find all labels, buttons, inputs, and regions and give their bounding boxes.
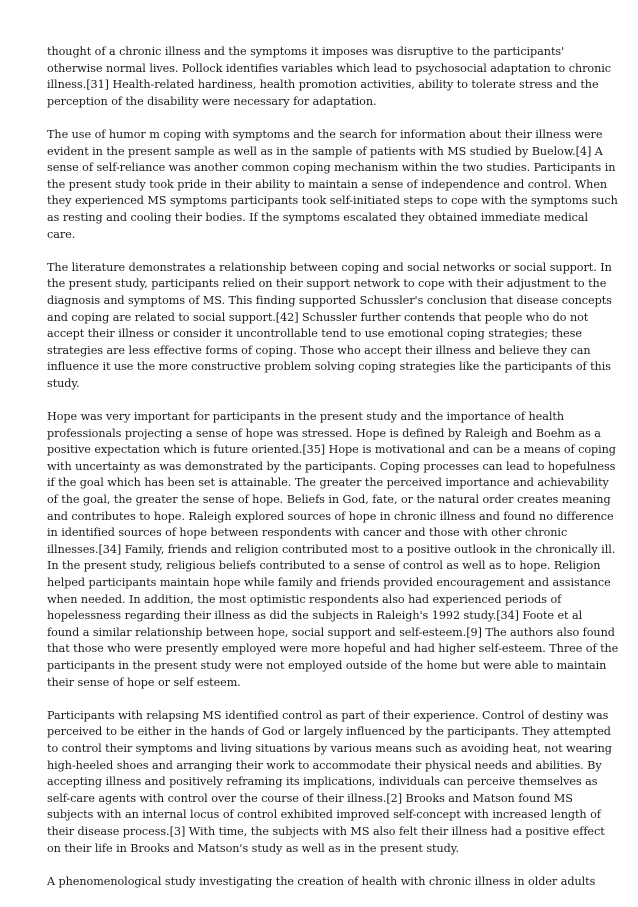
body-paragraph [47,260,612,393]
text-line: evident in the present sample as well as in the sample of patients with MS studied by Buelow.[4] A [47,144,603,158]
text-line: positive expectation which is future oriented.[35] Hope is motivational and can be a means of coping [47,443,616,457]
text-line: their disease process.[3] With time, the subjects with MS also felt their illness had a positive effect [47,824,605,838]
text-line: when needed. In addition, the most optimistic respondents also had experienced periods of [47,592,562,606]
text-line: A phenomenological study investigating the creation of health with chronic illness in older adults [47,874,596,888]
text-line: otherwise normal lives. Pollock identifies variables which lead to psychosocial adaptation to chronic [47,61,612,75]
text-line: accept their illness or consider it uncontrollable tend to use emotional coping strategies; these [47,327,582,341]
text-line: self-care agents with control over the course of their illness.[2] Brooks and Matson found MS [47,791,573,805]
body-paragraph [47,127,618,243]
body-paragraph [47,874,595,891]
text-line: hopelessness regarding their illness as did the subjects in Raleigh's 1992 study.[34] Foote et al [47,609,583,623]
body-paragraph [47,44,612,110]
text-line: influence it use the more constructive problem solving coping strategies like the participants of this [47,360,611,374]
text-line: their sense of hope or self esteem. [47,675,241,689]
text-line: helped participants maintain hope while family and friends provided encouragement and assistance [47,576,611,589]
text-line: the present study took pride in their ability to maintain a sense of independence and control. When [47,177,608,191]
text-line: thought of a chronic illness and the symptoms it imposes was disruptive to the participants' [47,45,565,58]
body-paragraph [47,708,612,857]
text-line: The literature demonstrates a relationship between coping and social networks or social support. In [47,260,612,274]
text-line: the present study, participants relied on their support network to cope with their adjustment to the [47,277,607,291]
text-line: subjects with an internal locus of control exhibited improved self-concept with increased length of [47,808,601,822]
text-line: perception of the disability were necessary for adaptation. [47,94,377,108]
text-line: high-heeled shoes and arranging their work to accommodate their physical needs and abilities. By [47,758,602,772]
text-line: Hope was very important for participants in the present study and the importance of health [47,410,564,424]
text-line: professionals projecting a sense of hope was stressed. Hope is defined by Raleigh and Boehm as a [47,426,601,440]
text-line: found a similar relationship between hope, social support and self-esteem.[9] The authors also found [47,625,615,639]
text-line: illnesses.[34] Family, friends and religion contributed most to a positive outlook in the chronically ill. [47,542,616,556]
text-line: as resting and cooling their bodies. If the symptoms escalated they obtained immediate medical [47,210,589,224]
text-line: In the present study, religious beliefs contributed to a sense of control as well as to hope. Religion [47,559,601,573]
text-line: illness.[31] Health-related hardiness, health promotion activities, ability to tolerate stress and the [47,78,599,92]
text-line: if the goal which has been set is attainable. The greater the perceived importance and achievability [47,476,609,490]
text-line: diagnosis and symptoms of MS. This finding supported Schussler's conclusion that disease concepts [47,293,612,307]
text-line: on their life in Brooks and Matson's study as well as in the present study. [47,841,460,855]
text-line: Participants with relapsing MS identified control as part of their experience. Control of destiny was [47,708,609,722]
text-line: of the goal, the greater the sense of hope. Beliefs in God, fate, or the natural order creates meaning [47,493,611,507]
text-line: sense of self-reliance was another common coping mechanism within the two studies. Participants in [47,161,616,175]
text-line: with uncertainty as was demonstrated by the participants. Coping processes can lead to hopefulness [47,459,616,473]
text-line: perceived to be either in the hands of God or largely influenced by the participants. They attempted [47,725,611,739]
text-line: in identified sources of hope between respondents with cancer and those with other chronic [47,526,568,540]
body-paragraph [47,409,619,691]
text-line: study. [47,376,80,390]
text-line: that those who were presently employed were more hopeful and had higher self-esteem. Three of the [47,642,619,656]
text-line: The use of humor m coping with symptoms and the search for information about their illness were [47,127,603,141]
text-line: accepting illness and positively reframing its implications, individuals can perceive themselves as [47,775,598,789]
text-line: to control their symptoms and living situations by various means such as avoiding heat, not wearing [47,741,612,755]
text-line: and coping are related to social support.[42] Schussler further contends that people who do not [47,310,589,324]
text-line: and contributes to hope. Raleigh explored sources of hope in chronic illness and found no difference [47,509,614,523]
document-page [47,44,619,907]
text-line: care. [47,227,76,241]
text-line: they experienced MS symptoms participants took self-initiated steps to cope with the symptoms such [47,194,618,208]
text-line: strategies are less effective forms of coping. Those who accept their illness and believe they can [47,343,591,357]
text-line: participants in the present study were not employed outside of the home but were able to maintain [47,658,607,672]
